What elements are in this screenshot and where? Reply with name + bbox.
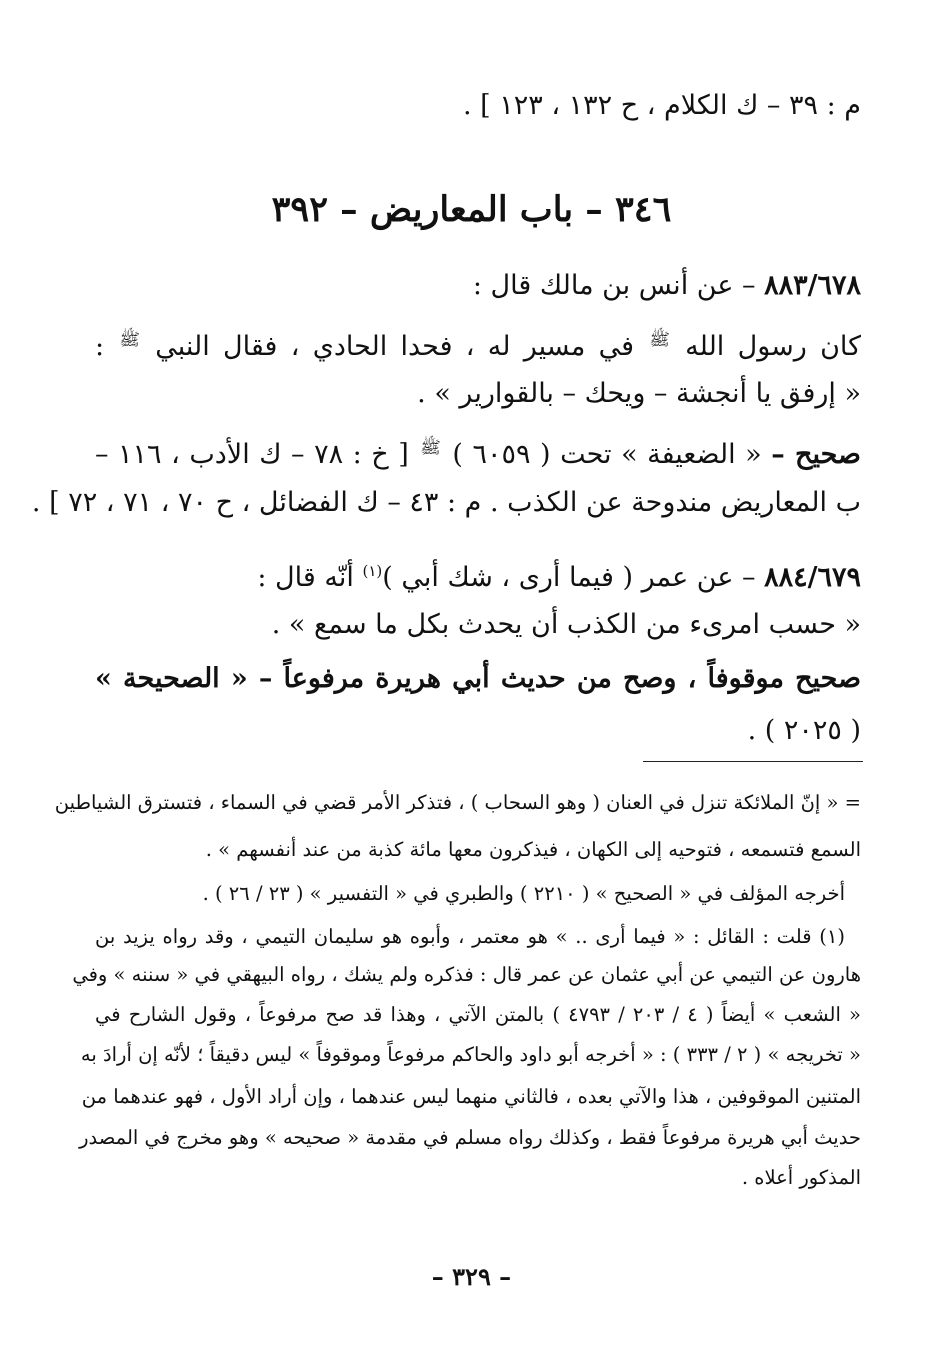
- footnote-line: المذكور أعلاه .: [741, 1166, 861, 1189]
- hadith-intro-text: أنّه قال :: [257, 562, 354, 593]
- hadith-number: ٨٨٣/٦٧٨: [764, 270, 861, 301]
- hadith-intro-text: – عن عمر ( فيما أرى ، شك أبي ): [382, 562, 756, 593]
- footnote-line: (١) قلت : القائل : « فيما أرى .. » هو معتمر ، وأبوه هو سليمان التيمي ، وقد رواه يزيد بن: [95, 925, 845, 948]
- footnote-divider: [643, 761, 863, 762]
- salawat-glyph: ﷺ: [119, 330, 140, 350]
- hadith-number: ٨٨٤/٦٧٩: [764, 562, 861, 593]
- grading-text: [ خ : ٧٨ – ك الأدب ، ١١٦ –: [95, 439, 409, 470]
- footnote-line: هارون عن التيمي عن أبي عثمان عن عمر قال : فذكره ولم يشك ، رواه البيهقي في « سننه » وفي: [72, 963, 861, 986]
- salawat-glyph: ﷺ: [649, 330, 670, 350]
- hadith-884-intro: [95, 549, 861, 600]
- page-number: – ٣٢٩ –: [431, 1262, 512, 1291]
- footnote-line: المتنين الموقوفين ، هذا والآتي بعده ، فالثاني منهما ليس عندهما ، وإن أراد الأول ، فهو عندهما من: [81, 1085, 861, 1108]
- hadith-884-grading-cont: ( ٢٠٢٥ ) .: [747, 715, 861, 746]
- footnote-line: حديث أبي هريرة مرفوعاً فقط ، وكذلك رواه مسلم في مقدمة « صحيحه » وهو مخرج في المصدر: [79, 1126, 861, 1149]
- previous-entry-reference: م : ٣٩ – ك الكلام ، ح ١٣٢ ، ١٢٣ ] .: [462, 90, 861, 121]
- hadith-883-text: [95, 318, 861, 369]
- footnote-line: = « إنّ الملائكة تنزل في العنان ( وهو السحاب ) ، فتذكر الأمر قضي في السماء ، فتسترق الشياطين: [54, 791, 861, 814]
- hadith-883-grading-cont: ب المعاريض مندوحة عن الكذب . م : ٤٣ – ك الفضائل ، ح ٧٠ ، ٧١ ، ٧٢ ] .: [31, 487, 861, 518]
- hadith-884-quote: « حسب امرىء من الكذب أن يحدث بكل ما سمع » .: [271, 609, 861, 640]
- hadith-883-intro: [95, 264, 861, 308]
- hadith-883-grading: [95, 426, 861, 477]
- hadith-884-grading: صحيح موقوفاً ، وصح من حديث أبي هريرة مرفوعاً – « الصحيحة »: [95, 663, 861, 694]
- hadith-intro-text: – عن أنس بن مالك قال :: [472, 270, 756, 301]
- footnote-line: « الشعب » أيضاً ( ٤ / ٢٠٣ / ٤٧٩٣ ) بالمتن الآتي ، وهذا قد صح مرفوعاً ، وقول الشارح في: [95, 1003, 861, 1026]
- grading-text: « الضعيفة » تحت ( ٦٠٥٩ ): [452, 439, 762, 470]
- footnote-line: « تخريجه » ( ٢ / ٣٣٣ ) : « أخرجه أبو داود والحاكم مرفوعاً وموقوفاً » ليس دقيقاً ؛ لأنّه إن أرادَ به: [80, 1043, 861, 1066]
- footnote-reference: (١): [362, 562, 383, 580]
- chapter-title: ٣٤٦ – باب المعاريض – ٣٩٢: [271, 189, 672, 230]
- footnote-line: أخرجه المؤلف في « الصحيح » ( ٢٢١٠ ) والطبري في « التفسير » ( ٢٣ / ٢٦ ) .: [202, 882, 845, 905]
- hadith-text-part: :: [95, 331, 105, 362]
- footnote-line: السمع فتسمعه ، فتوحيه إلى الكهان ، فيذكرون معها مائة كذبة من عند أنفسهم » .: [205, 838, 861, 861]
- salawat-glyph: ﷺ: [420, 438, 441, 458]
- hadith-883-quote: « إرفق يا أنجشة – ويحك – بالقوارير » .: [417, 378, 861, 409]
- hadith-text-part: كان رسول الله: [685, 331, 861, 362]
- grade-label: صحيح –: [771, 439, 861, 470]
- hadith-text-part: في مسير له ، فحدا الحادي ، فقال النبي: [155, 331, 635, 362]
